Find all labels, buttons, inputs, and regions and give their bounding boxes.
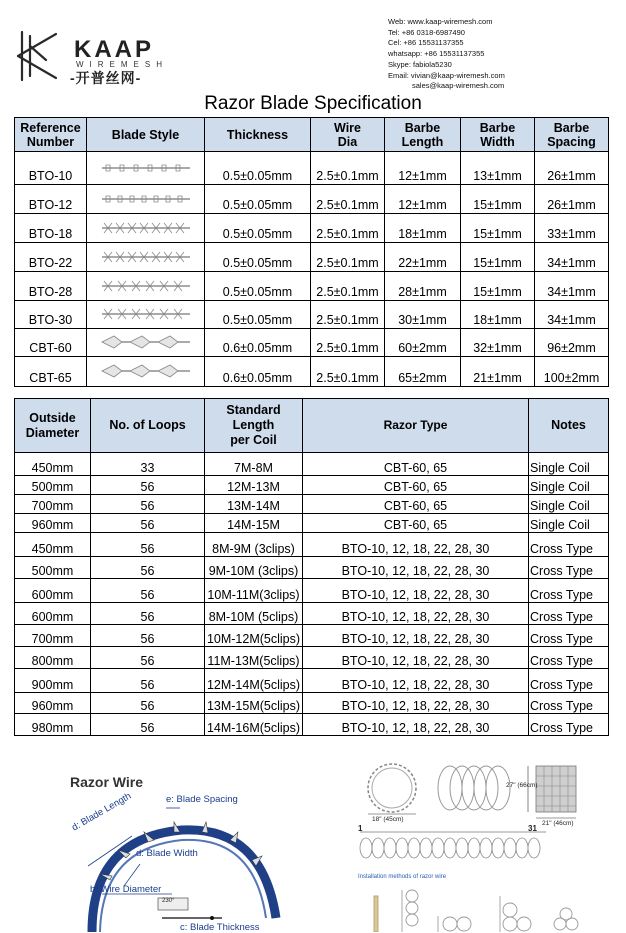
coil-cell-diameter: 800mm	[15, 647, 91, 669]
spec-header-text: Barbe	[479, 120, 516, 135]
coil-cell-length: 10M-12M(5clips)	[205, 625, 303, 647]
label-coil-diameter: 18" (45cm)	[372, 816, 404, 823]
spec-cell-width: 15±1mm	[461, 185, 535, 214]
spec-row	[15, 272, 609, 301]
coil-cell-type: BTO-10, 12, 18, 22, 28, 30	[303, 579, 529, 603]
spec-header-text: Wire	[334, 120, 361, 135]
coil-cell-length: 8M-9M (3clips)	[205, 533, 303, 557]
spec-cell-width: 15±1mm	[461, 243, 535, 272]
coil-cell-loops: 56	[91, 603, 205, 625]
contact-email-sales[interactable]: sales@kaap-wiremesh.com	[412, 81, 505, 91]
label-blade-thickness: c: Blade Thickness	[180, 922, 260, 933]
blade-style-cell	[87, 272, 205, 301]
coil-header-text: Notes	[551, 418, 586, 432]
coil-cell-length: 14M-15M	[205, 514, 303, 533]
contact-skype: Skype: fabiola5230	[388, 59, 452, 69]
label-installation-methods: Installation methods of razor wire	[358, 874, 447, 880]
spec-cell-wire: 2.5±0.1mm	[311, 301, 385, 329]
coil-cell-diameter: 450mm	[15, 533, 91, 557]
coil-cell-loops: 56	[91, 476, 205, 495]
spec-cell-wire: 2.5±0.1mm	[311, 152, 385, 185]
coil-row	[15, 476, 609, 495]
brand-subtitle: WIREMESH	[76, 60, 168, 69]
blade-style-cell	[87, 214, 205, 243]
razor-wire-coil-illustration	[350, 756, 612, 932]
coil-cell-length: 10M-11M(3clips)	[205, 579, 303, 603]
coil-cell-notes: Cross Type	[529, 647, 609, 669]
spec-header-text: Dia	[337, 134, 358, 149]
bto-18-blade-icon	[100, 220, 192, 236]
coil-cell-length: 8M-10M (5clips)	[205, 603, 303, 625]
coil-cell-diameter: 450mm	[15, 453, 91, 476]
coil-cell-diameter: 600mm	[15, 579, 91, 603]
blade-style-cell	[87, 301, 205, 329]
coil-cell-loops: 56	[91, 714, 205, 736]
contact-web[interactable]: Web: www.kaap-wiremesh.com	[388, 17, 493, 26]
spec-cell-ref: CBT-65	[15, 357, 87, 387]
spec-cell-thickness: 0.6±0.05mm	[205, 329, 311, 357]
coil-header-text: Razor Type	[383, 418, 448, 432]
label-blade-spacing: e: Blade Spacing	[166, 794, 238, 805]
spec-header-text: Thickness	[226, 127, 289, 142]
spec-cell-length: 22±1mm	[385, 243, 461, 272]
coil-cell-notes: Cross Type	[529, 669, 609, 693]
spec-cell-spacing: 34±1mm	[535, 272, 609, 301]
coil-cell-length: 13M-14M	[205, 495, 303, 514]
bto-30-blade-icon	[100, 306, 192, 322]
spec-cell-thickness: 0.5±0.05mm	[205, 214, 311, 243]
contact-block	[388, 17, 505, 92]
coil-cell-notes: Cross Type	[529, 533, 609, 557]
spec-cell-length: 12±1mm	[385, 152, 461, 185]
coil-cell-diameter: 700mm	[15, 625, 91, 647]
spec-cell-length: 28±1mm	[385, 272, 461, 301]
spec-cell-width: 32±1mm	[461, 329, 535, 357]
coil-cell-diameter: 960mm	[15, 514, 91, 533]
spec-cell-ref: CBT-60	[15, 329, 87, 357]
blade-style-cell	[87, 152, 205, 185]
spec-cell-thickness: 0.5±0.05mm	[205, 152, 311, 185]
coil-cell-type: BTO-10, 12, 18, 22, 28, 30	[303, 557, 529, 579]
spec-cell-thickness: 0.5±0.05mm	[205, 185, 311, 214]
coil-header-cell	[303, 399, 529, 453]
coil-cell-diameter: 900mm	[15, 669, 91, 693]
spec-header-text: Reference	[20, 120, 81, 135]
spec-cell-ref: BTO-28	[15, 272, 87, 301]
razor-blade-spec-table	[14, 117, 609, 387]
coil-row	[15, 579, 609, 603]
coil-header-text: per Coil	[230, 433, 277, 447]
coil-cell-length: 14M-16M(5clips)	[205, 714, 303, 736]
coil-cell-loops: 56	[91, 579, 205, 603]
label-angle: 230°	[162, 898, 175, 904]
coil-row	[15, 533, 609, 557]
coil-cell-loops: 56	[91, 514, 205, 533]
label-coil-height: 27" (66cm)	[506, 782, 538, 789]
spec-cell-length: 60±2mm	[385, 329, 461, 357]
blade-style-cell	[87, 243, 205, 272]
spec-cell-width: 21±1mm	[461, 357, 535, 387]
coil-row	[15, 453, 609, 476]
cbt-60-blade-icon	[100, 334, 192, 350]
coil-row	[15, 647, 609, 669]
kaap-logo	[16, 30, 186, 86]
coil-cell-type: CBT-60, 65	[303, 495, 529, 514]
spec-cell-spacing: 100±2mm	[535, 357, 609, 387]
spec-header-text: Barbe	[404, 120, 441, 135]
coil-header-cell	[15, 399, 91, 453]
spec-row	[15, 214, 609, 243]
spec-row	[15, 357, 609, 387]
spec-cell-wire: 2.5±0.1mm	[311, 357, 385, 387]
coil-header-row	[15, 399, 609, 453]
spec-header-text: Blade Style	[111, 127, 180, 142]
spec-cell-ref: BTO-18	[15, 214, 87, 243]
spec-cell-width: 15±1mm	[461, 214, 535, 243]
blade-style-cell	[87, 357, 205, 387]
label-count-start: 1	[358, 824, 363, 833]
spec-cell-thickness: 0.5±0.05mm	[205, 272, 311, 301]
coil-cell-type: BTO-10, 12, 18, 22, 28, 30	[303, 625, 529, 647]
coil-cell-length: 12M-13M	[205, 476, 303, 495]
spec-header-row	[15, 118, 609, 152]
razor-wire-diagram	[62, 768, 292, 932]
coil-cell-length: 12M-14M(5clips)	[205, 669, 303, 693]
label-wire-diameter: b: Wire Diameter	[90, 884, 162, 895]
spec-header-text: Width	[480, 134, 515, 149]
coil-cell-notes: Cross Type	[529, 579, 609, 603]
label-blade-width: d: Blade Width	[136, 848, 198, 859]
coil-cell-type: CBT-60, 65	[303, 514, 529, 533]
coil-row	[15, 495, 609, 514]
label-count-end: 31	[528, 824, 537, 833]
spec-header-cell	[461, 118, 535, 152]
coil-cell-type: BTO-10, 12, 18, 22, 28, 30	[303, 533, 529, 557]
coil-row	[15, 557, 609, 579]
page-title: Razor Blade Specification	[204, 93, 422, 114]
coil-cell-diameter: 500mm	[15, 476, 91, 495]
bto-10-blade-icon	[100, 160, 192, 176]
spec-row	[15, 152, 609, 185]
spec-cell-spacing: 26±1mm	[535, 152, 609, 185]
coil-cell-length: 11M-13M(5clips)	[205, 647, 303, 669]
coil-header-text: Length	[232, 418, 275, 432]
spec-cell-spacing: 34±1mm	[535, 243, 609, 272]
coil-cell-type: CBT-60, 65	[303, 476, 529, 495]
coil-cell-diameter: 980mm	[15, 714, 91, 736]
coil-cell-loops: 56	[91, 495, 205, 514]
coil-cell-type: CBT-60, 65	[303, 453, 529, 476]
coil-row	[15, 693, 609, 714]
spec-cell-thickness: 0.5±0.05mm	[205, 243, 311, 272]
kaap-logo-icon	[16, 30, 60, 82]
coil-cell-loops: 56	[91, 557, 205, 579]
coil-cell-notes: Single Coil	[529, 476, 609, 495]
coil-cell-notes: Single Coil	[529, 514, 609, 533]
spec-header-cell	[87, 118, 205, 152]
spec-cell-wire: 2.5±0.1mm	[311, 243, 385, 272]
spec-cell-wire: 2.5±0.1mm	[311, 214, 385, 243]
spec-cell-length: 65±2mm	[385, 357, 461, 387]
spec-cell-spacing: 26±1mm	[535, 185, 609, 214]
spec-cell-spacing: 96±2mm	[535, 329, 609, 357]
label-coil-width: 21" (46cm)	[542, 820, 574, 827]
coil-cell-type: BTO-10, 12, 18, 22, 28, 30	[303, 647, 529, 669]
coil-header-cell	[529, 399, 609, 453]
spec-header-cell	[311, 118, 385, 152]
spec-cell-wire: 2.5±0.1mm	[311, 329, 385, 357]
spec-cell-wire: 2.5±0.1mm	[311, 185, 385, 214]
coil-header-text: Outside	[29, 410, 76, 425]
coil-header-cell	[205, 399, 303, 453]
coil-header-text: Standard	[226, 403, 281, 417]
coil-row	[15, 625, 609, 647]
coil-row	[15, 603, 609, 625]
spec-row	[15, 301, 609, 329]
coil-cell-notes: Single Coil	[529, 453, 609, 476]
coil-cell-length: 9M-10M (3clips)	[205, 557, 303, 579]
spec-cell-ref: BTO-30	[15, 301, 87, 329]
label-blade-length: d: Blade Length	[70, 790, 134, 834]
spec-row	[15, 243, 609, 272]
brand-name: KAAP	[74, 36, 155, 63]
spec-row	[15, 329, 609, 357]
bto-22-blade-icon	[100, 249, 192, 265]
coil-cell-loops: 56	[91, 693, 205, 714]
spec-cell-length: 12±1mm	[385, 185, 461, 214]
installation-diagram	[350, 756, 612, 932]
spec-cell-width: 13±1mm	[461, 152, 535, 185]
spec-cell-ref: BTO-12	[15, 185, 87, 214]
spec-cell-spacing: 34±1mm	[535, 301, 609, 329]
coil-cell-type: BTO-10, 12, 18, 22, 28, 30	[303, 669, 529, 693]
spec-cell-length: 30±1mm	[385, 301, 461, 329]
coil-cell-loops: 56	[91, 669, 205, 693]
contact-tel: Tel: +86 0318-6987490	[388, 27, 465, 37]
coil-cell-length: 13M-15M(5clips)	[205, 693, 303, 714]
spec-cell-length: 18±1mm	[385, 214, 461, 243]
coil-row	[15, 669, 609, 693]
coil-header-text: No. of Loops	[109, 418, 186, 432]
contact-cel: Cel: +86 15531137355	[388, 38, 464, 48]
coil-cell-diameter: 960mm	[15, 693, 91, 714]
page-header	[0, 0, 626, 96]
spec-header-text: Length	[401, 134, 444, 149]
spec-header-cell	[535, 118, 609, 152]
spec-header-text: Spacing	[547, 134, 596, 149]
cbt-65-blade-icon	[100, 363, 192, 379]
coil-cell-diameter: 600mm	[15, 603, 91, 625]
coil-cell-notes: Cross Type	[529, 693, 609, 714]
spec-cell-thickness: 0.5±0.05mm	[205, 301, 311, 329]
bto-28-blade-icon	[100, 278, 192, 294]
coil-cell-loops: 56	[91, 647, 205, 669]
bto-12-blade-icon	[100, 191, 192, 207]
spec-row	[15, 185, 609, 214]
spec-cell-width: 18±1mm	[461, 301, 535, 329]
spec-cell-spacing: 33±1mm	[535, 214, 609, 243]
coil-spec-table	[14, 398, 609, 736]
spec-header-cell	[205, 118, 311, 152]
coil-cell-type: BTO-10, 12, 18, 22, 28, 30	[303, 714, 529, 736]
coil-cell-diameter: 700mm	[15, 495, 91, 514]
spec-header-text: Barbe	[553, 120, 590, 135]
coil-cell-notes: Cross Type	[529, 603, 609, 625]
coil-cell-loops: 56	[91, 625, 205, 647]
coil-cell-notes: Cross Type	[529, 625, 609, 647]
razor-wire-title: Razor Wire	[70, 774, 144, 790]
brand-chinese-name: -开普丝网-	[70, 70, 142, 86]
spec-header-text: Number	[26, 134, 75, 149]
spec-cell-ref: BTO-22	[15, 243, 87, 272]
spec-header-cell	[15, 118, 87, 152]
spec-cell-wire: 2.5±0.1mm	[311, 272, 385, 301]
coil-row	[15, 714, 609, 736]
blade-style-cell	[87, 329, 205, 357]
spec-cell-thickness: 0.6±0.05mm	[205, 357, 311, 387]
coil-cell-loops: 56	[91, 533, 205, 557]
coil-header-text: Diameter	[25, 425, 80, 440]
spec-header-cell	[385, 118, 461, 152]
coil-header-cell	[91, 399, 205, 453]
contact-whatsapp: whatsapp: +86 15531137355	[388, 49, 485, 59]
coil-cell-notes: Cross Type	[529, 557, 609, 579]
coil-cell-diameter: 500mm	[15, 557, 91, 579]
coil-cell-notes: Cross Type	[529, 714, 609, 736]
spec-cell-width: 15±1mm	[461, 272, 535, 301]
coil-cell-length: 7M-8M	[205, 453, 303, 476]
blade-style-cell	[87, 185, 205, 214]
coil-cell-notes: Single Coil	[529, 495, 609, 514]
coil-cell-type: BTO-10, 12, 18, 22, 28, 30	[303, 603, 529, 625]
coil-cell-loops: 33	[91, 453, 205, 476]
coil-cell-type: BTO-10, 12, 18, 22, 28, 30	[303, 693, 529, 714]
coil-row	[15, 514, 609, 533]
spec-cell-ref: BTO-10	[15, 152, 87, 185]
contact-email[interactable]: Email: vivian@kaap-wiremesh.com	[388, 70, 505, 80]
